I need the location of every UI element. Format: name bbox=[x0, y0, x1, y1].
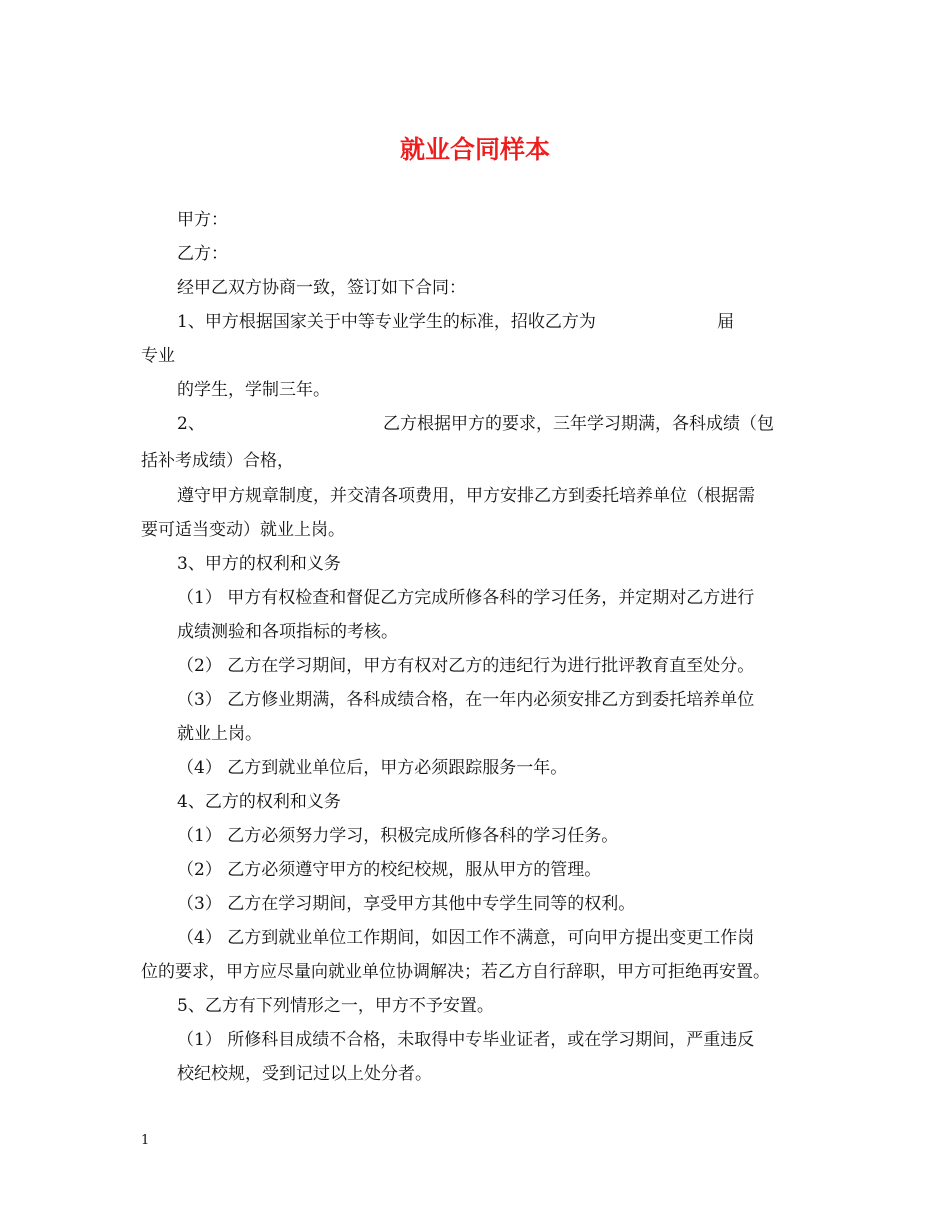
clause-4-heading: 4、乙方的权利和义务 bbox=[177, 792, 341, 812]
clause-3-item-3: （3） 乙方修业期满，各科成绩合格，在一年内必须安排乙方到委托培养单位 bbox=[177, 690, 755, 710]
clause-3-item-1-cont: 成绩测验和各项指标的考核。 bbox=[177, 622, 398, 642]
party-b-line: 乙方： bbox=[177, 244, 228, 264]
clause-4-item-4-cont: 位的要求，甲方应尽量向就业单位协调解决；若乙方自行辞职，甲方可拒绝再安置。 bbox=[141, 962, 770, 982]
clause-5-heading: 5、乙方有下列情形之一，甲方不予安置。 bbox=[177, 996, 494, 1016]
party-a-line: 甲方： bbox=[177, 210, 228, 230]
clause-3-item-2: （2） 乙方在学习期间，甲方有权对乙方的违纪行为进行批评教育直至处分。 bbox=[177, 656, 755, 676]
clause-4-item-2: （2） 乙方必须遵守甲方的校纪校规，服从甲方的管理。 bbox=[177, 860, 602, 880]
clause-5-item-1-cont: 校纪校规，受到记过以上处分者。 bbox=[177, 1064, 432, 1084]
clause-3-item-4: （4） 乙方到就业单位后，甲方必须跟踪服务一年。 bbox=[177, 758, 568, 778]
clause-1-line: 1、甲方根据国家关于中等专业学生的标准，招收乙方为 bbox=[177, 312, 596, 332]
clause-4-item-1: （1） 乙方必须努力学习，积极完成所修各科的学习任务。 bbox=[177, 826, 619, 846]
page-number: 1 bbox=[141, 1133, 150, 1148]
clause-3-item-1: （1） 甲方有权检查和督促乙方完成所修各科的学习任务，并定期对乙方进行 bbox=[177, 588, 755, 608]
clause-1-major-word: 专业 bbox=[141, 346, 175, 366]
clause-2-number: 2、 bbox=[177, 414, 205, 434]
clause-4-item-3: （3） 乙方在学习期间，享受甲方其他中专学生同等的权利。 bbox=[177, 894, 636, 914]
clause-2-line-end: 括补考成绩）合格， bbox=[141, 451, 294, 471]
preamble-line: 经甲乙双方协商一致，签订如下合同： bbox=[177, 278, 466, 298]
clause-2-line: 乙方根据甲方的要求，三年学习期满，各科成绩（包 bbox=[383, 414, 774, 434]
clause-3-heading: 3、甲方的权利和义务 bbox=[177, 554, 341, 574]
clause-4-item-4: （4） 乙方到就业单位工作期间，如因工作不满意，可向甲方提出变更工作岗 bbox=[177, 928, 755, 948]
clause-2-line-2: 遵守甲方规章制度，并交清各项费用，甲方安排乙方到委托培养单位（根据需 bbox=[177, 486, 755, 506]
clause-2-line-3: 要可适当变动）就业上岗。 bbox=[141, 520, 345, 540]
clause-5-item-1: （1） 所修科目成绩不合格，未取得中专毕业证者，或在学习期间，严重违反 bbox=[177, 1030, 755, 1050]
clause-3-item-3-cont: 就业上岗。 bbox=[177, 724, 262, 744]
clause-1-line-end: 的学生，学制三年。 bbox=[177, 380, 330, 400]
document-title: 就业合同样本 bbox=[399, 135, 550, 164]
clause-1-session-word: 届 bbox=[717, 312, 734, 332]
